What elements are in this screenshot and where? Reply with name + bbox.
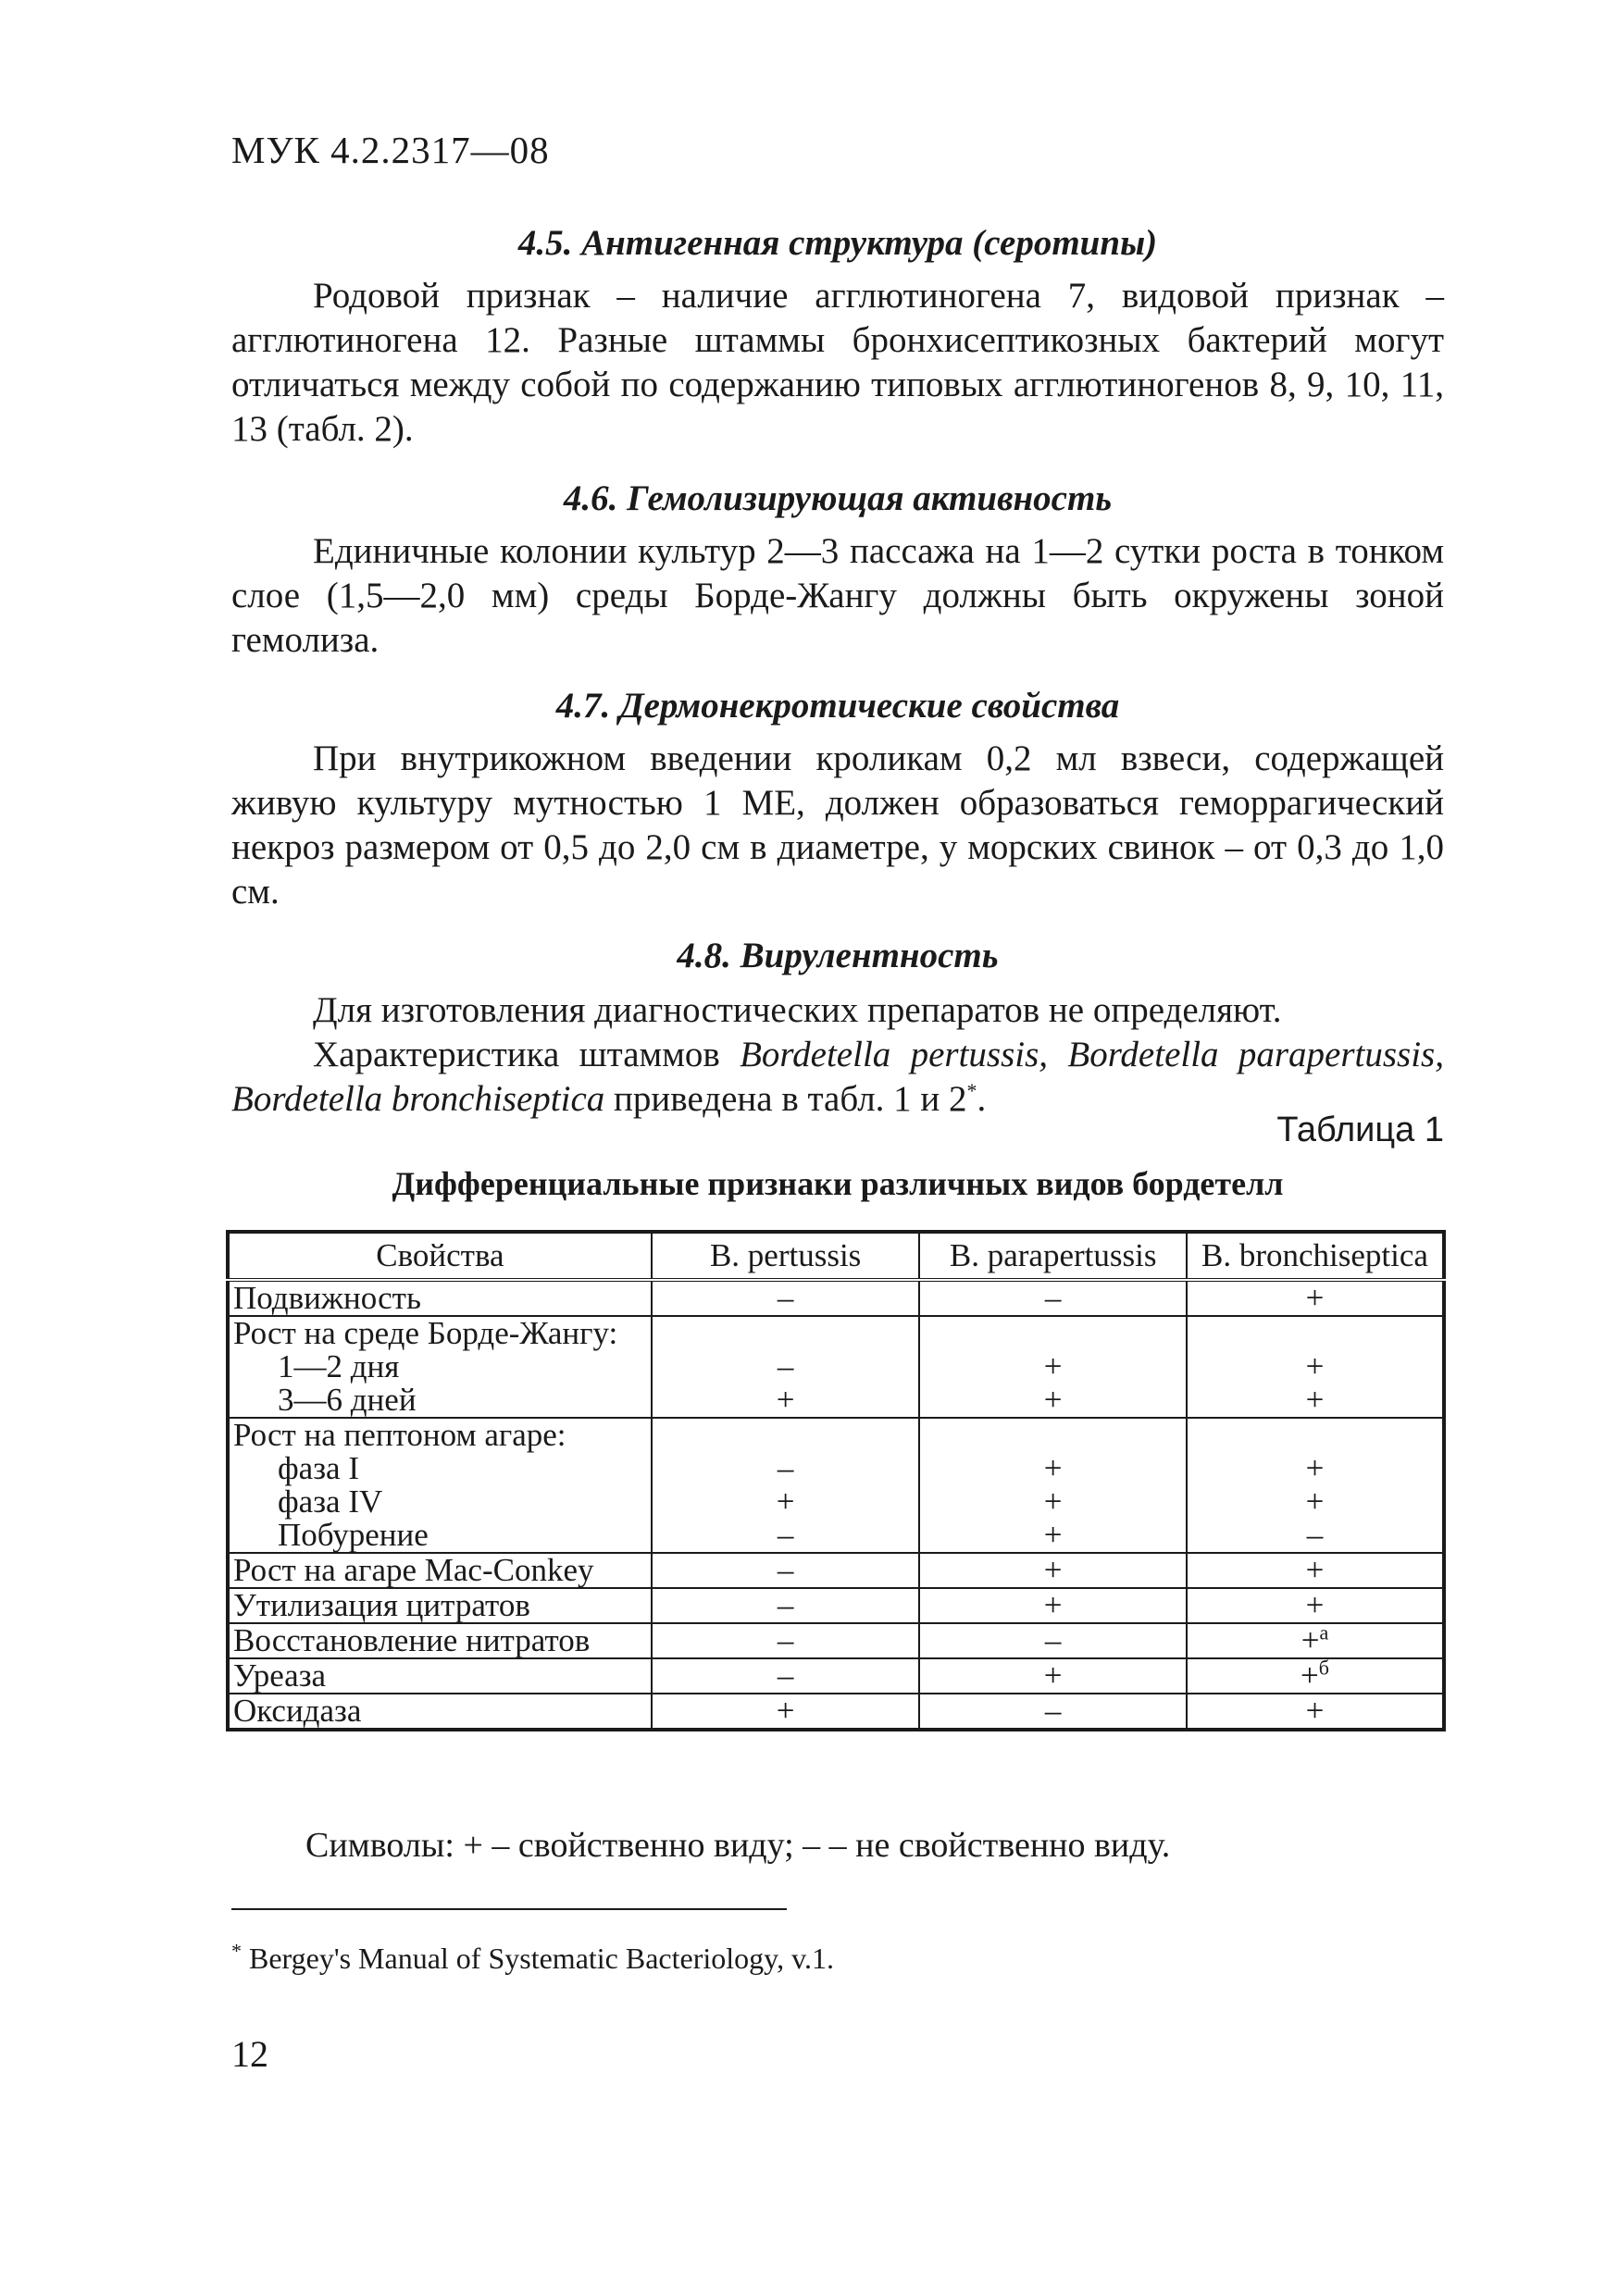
footnote-mark: * — [231, 1939, 242, 1963]
property-sublabel: 3—6 дней — [278, 1382, 417, 1418]
value-spacer — [656, 1317, 915, 1350]
value-mark: – — [777, 1622, 794, 1658]
value-spacer — [1191, 1317, 1438, 1350]
species-properties-table — [226, 1230, 1446, 1731]
value-cell — [919, 1316, 1187, 1418]
property-label: Рост на среде Борде-Жангу: — [233, 1315, 618, 1351]
value-cell — [1187, 1280, 1444, 1316]
section-heading-4-8: 4.8. Вирулентность — [677, 936, 999, 975]
value-mark: – — [777, 1552, 794, 1588]
value-mark: + — [1305, 1348, 1325, 1384]
section-heading-4-5: 4.5. Антигенная структура (серотипы) — [517, 223, 1158, 263]
value-cell — [1187, 1553, 1444, 1588]
value-mark: + — [1305, 1450, 1325, 1486]
characteristics-paragraph: Характеристика штаммов Bordetella pertussis, Bordetella parapertussis, Bordetella bronchiseptica приведена в табл. 1 и 2*. — [231, 1035, 1444, 1119]
value-mark: – — [777, 1587, 794, 1623]
value-mark: + — [776, 1483, 795, 1520]
property-sublabel: фаза IV — [278, 1483, 383, 1520]
value-cell — [1187, 1588, 1444, 1623]
value-cell — [919, 1623, 1187, 1658]
table-row — [228, 1418, 1444, 1553]
value-superscript: б — [1318, 1656, 1329, 1680]
value-cell — [919, 1553, 1187, 1588]
table-header-row — [228, 1232, 1444, 1280]
section-heading-4-7: 4.7. Дермонекротические свойства — [555, 686, 1120, 726]
property-cell — [228, 1316, 652, 1418]
header-properties: Свойства — [228, 1232, 652, 1280]
property-label: Уреаза — [233, 1657, 327, 1694]
section-paragraph-4-8: Для изготовления диагностических препаратов не определяют. — [313, 990, 1282, 1030]
document-code: МУК 4.2.2317—08 — [231, 129, 550, 171]
value-cell — [652, 1418, 920, 1553]
footnote — [231, 1939, 834, 1976]
value-mark: + — [1305, 1483, 1325, 1520]
property-label: Подвижность — [233, 1280, 421, 1316]
table-title: Дифференциальные признаки различных видов бордетелл — [392, 1165, 1284, 1202]
value-mark: – — [1044, 1622, 1062, 1658]
value-mark: – — [777, 1348, 794, 1384]
table-row — [228, 1553, 1444, 1588]
value-mark: – — [777, 1280, 794, 1316]
value-mark: + — [1043, 1450, 1063, 1486]
property-cell — [228, 1694, 652, 1730]
value-cell — [652, 1316, 920, 1418]
value-cell — [1187, 1658, 1444, 1694]
property-label: Восстановление нитратов — [233, 1622, 591, 1658]
footnote-divider — [231, 1908, 787, 1910]
value-cell — [652, 1658, 920, 1694]
section-paragraph-4-6: Единичные колонии культур 2—3 пассажа на 1—2 сутки роста в тонком слое (1,5—2,0 мм) среды Борде-Жангу должны быть окружены зоной гемолиза. — [231, 531, 1444, 660]
section-heading-4-6: 4.6. Гемолизирующая активность — [563, 478, 1113, 518]
value-mark: – — [777, 1450, 794, 1486]
value-mark: + — [1043, 1483, 1063, 1520]
value-mark: + — [776, 1693, 795, 1729]
property-label: Оксидаза — [233, 1693, 362, 1729]
property-cell — [228, 1553, 652, 1588]
value-mark: +$^а$ — [1301, 1620, 1329, 1658]
table-row — [228, 1588, 1444, 1623]
value-mark: + — [1043, 1587, 1063, 1623]
table-row — [228, 1694, 1444, 1730]
table-caption: Таблица 1 — [1276, 1111, 1444, 1149]
value-cell — [919, 1418, 1187, 1553]
value-mark: – — [1044, 1280, 1062, 1316]
value-mark: + — [1043, 1382, 1063, 1418]
value-mark: + — [1305, 1280, 1325, 1316]
value-cell — [1187, 1620, 1444, 1658]
value-spacer — [924, 1419, 1182, 1452]
value-cell — [652, 1280, 920, 1316]
species-names: Bordetella pertussis, Bordetella parapertussis, Bordetella bronchiseptica — [231, 1035, 1444, 1119]
header-b-pertussis: B. pertussis — [652, 1232, 920, 1280]
property-sublabel: Побурение — [278, 1517, 429, 1553]
page-number: 12 — [231, 2033, 268, 2075]
value-mark: + — [1043, 1517, 1063, 1553]
value-mark: + — [1305, 1382, 1325, 1418]
value-mark: + — [1043, 1657, 1063, 1694]
value-mark: + — [776, 1382, 795, 1418]
value-cell — [919, 1658, 1187, 1694]
property-cell — [228, 1658, 652, 1694]
value-mark: – — [1306, 1517, 1324, 1553]
header-b-bronchiseptica: B. bronchiseptica — [1187, 1232, 1444, 1280]
property-label: Рост на агаре Mac-Conkey — [233, 1552, 594, 1588]
value-mark: – — [777, 1657, 794, 1694]
value-spacer — [1191, 1419, 1438, 1452]
value-cell — [652, 1588, 920, 1623]
section-paragraph-4-5: Родовой признак – наличие агглютиногена 7, видовой признак – агглютиногена 12. Разные штаммы бронхисептикозных бактерий могут отличаться между собой по содержанию типовых агглютиногенов 8, 9, 10, 11, 13 (табл. 2). — [231, 276, 1444, 449]
value-cell — [919, 1588, 1187, 1623]
footnote-marker: * — [966, 1079, 977, 1102]
value-superscript: а — [1319, 1620, 1329, 1644]
symbols-legend: Символы: + – свойственно виду; – – не свойственно виду. — [305, 1826, 1171, 1865]
table-row — [228, 1623, 1444, 1658]
value-cell — [1187, 1694, 1444, 1730]
table-body — [228, 1280, 1444, 1730]
value-cell — [919, 1694, 1187, 1730]
value-cell — [652, 1694, 920, 1730]
section-paragraph-4-7: При внутрикожном введении кроликам 0,2 мл взвеси, содержащей живую культуру мутностью 1 МЕ, должен образоваться геморрагический некроз размером от 0,5 до 2,0 см в диаметре, у морских свинок – от 0,3 до 1,0 см. — [231, 738, 1444, 912]
value-mark: + — [1043, 1552, 1063, 1588]
property-label: Утилизация цитратов — [233, 1587, 530, 1623]
table-row — [228, 1316, 1444, 1418]
value-mark: + — [1305, 1552, 1325, 1588]
table-row — [228, 1280, 1444, 1316]
property-sublabel: 1—2 дня — [278, 1348, 400, 1384]
value-cell — [919, 1280, 1187, 1316]
table-row — [228, 1658, 1444, 1694]
footnote-text: Bergey's Manual of Systematic Bacteriology, v.1. — [242, 1942, 834, 1975]
value-mark: – — [777, 1517, 794, 1553]
value-cell — [652, 1553, 920, 1588]
value-mark: + — [1305, 1587, 1325, 1623]
property-cell — [228, 1623, 652, 1658]
header-b-parapertussis: B. parapertussis — [919, 1232, 1187, 1280]
property-label: Рост на пептоном агаре: — [233, 1417, 566, 1453]
property-cell — [228, 1418, 652, 1553]
value-mark: – — [1044, 1693, 1062, 1729]
value-spacer — [656, 1419, 915, 1452]
value-mark: + — [1043, 1348, 1063, 1384]
property-sublabel: фаза I — [278, 1450, 359, 1486]
value-spacer — [924, 1317, 1182, 1350]
value-cell — [1187, 1316, 1444, 1418]
property-cell — [228, 1588, 652, 1623]
value-cell — [652, 1623, 920, 1658]
property-cell — [228, 1280, 652, 1316]
value-cell — [1187, 1418, 1444, 1553]
value-mark: +$^б$ — [1300, 1656, 1329, 1694]
value-mark: + — [1305, 1693, 1325, 1729]
